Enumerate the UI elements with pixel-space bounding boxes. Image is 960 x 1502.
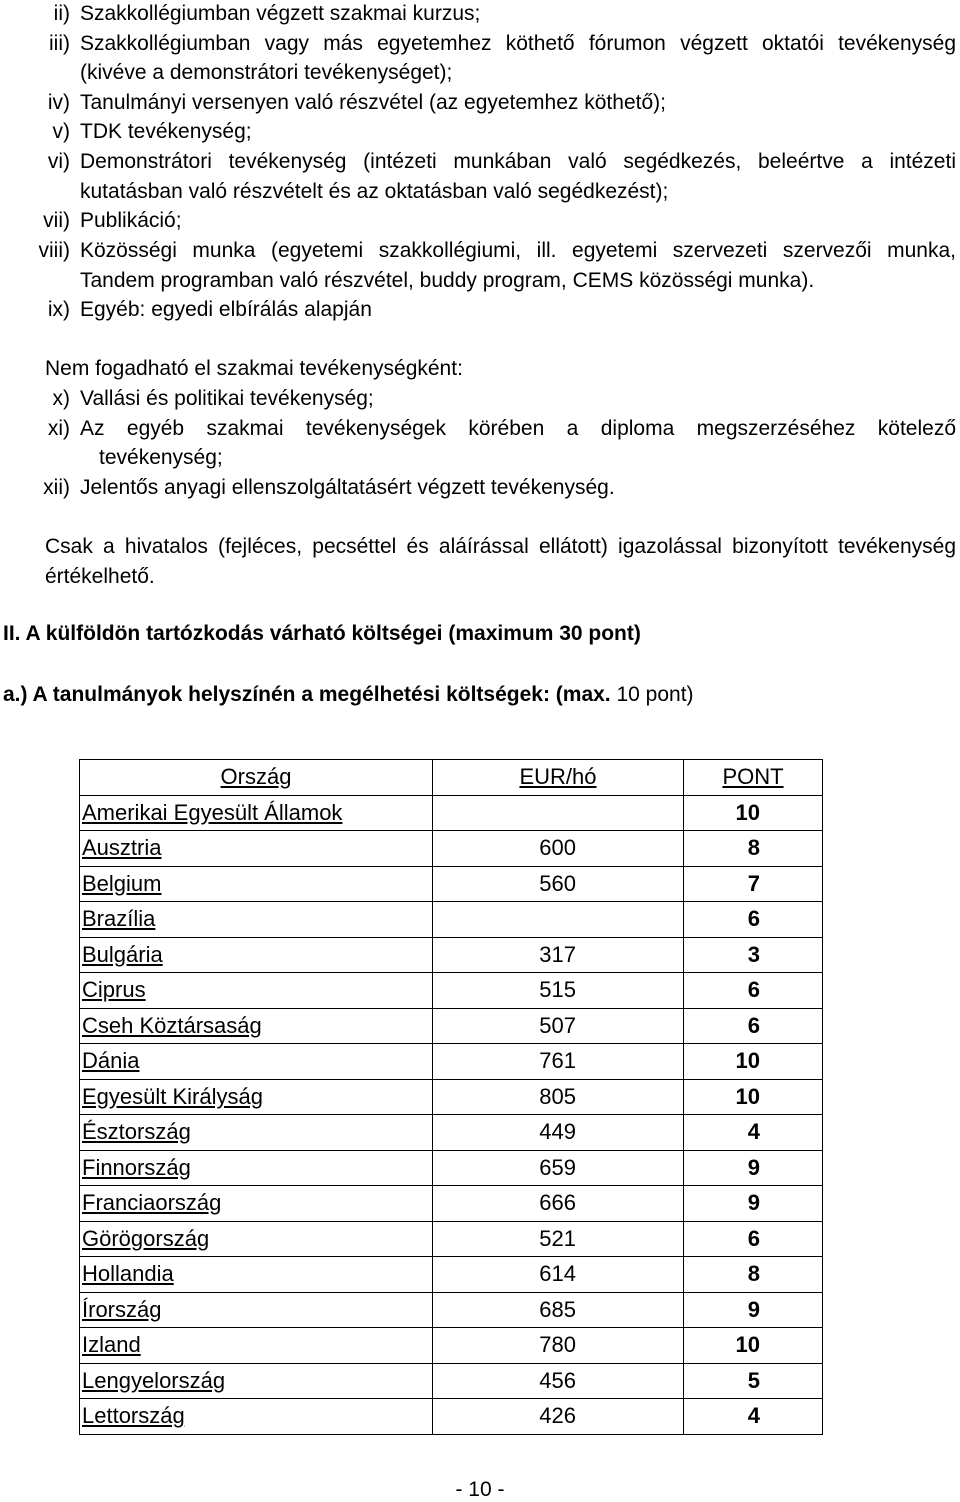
cell-points: 3 <box>684 937 823 973</box>
list-item-number: x) <box>52 387 70 410</box>
cell-country: Cseh Köztársaság <box>80 1008 433 1044</box>
table-header-row <box>80 760 823 796</box>
table-row <box>80 937 823 973</box>
list-item-text: Demonstrátori tevékenység (intézeti munkában való segédkezés, beleértve a intézeti <box>80 150 956 173</box>
cell-eur-per-month: 426 <box>433 1399 684 1435</box>
cell-points: 6 <box>684 902 823 938</box>
cell-country: Amerikai Egyesült Államok <box>80 795 433 831</box>
cell-points: 9 <box>684 1292 823 1328</box>
cell-points: 7 <box>684 866 823 902</box>
list-item-text: Publikáció; <box>80 209 182 232</box>
list-item-text: Egyéb: egyedi elbírálás alapján <box>80 298 372 321</box>
sub-heading-bold: a.) A tanulmányok helyszínén a megélhetési költségek: (max. <box>3 683 611 706</box>
table-row <box>80 831 823 867</box>
cell-points: 10 <box>684 1328 823 1364</box>
cell-eur-per-month: 780 <box>433 1328 684 1364</box>
cell-points: 6 <box>684 973 823 1009</box>
cell-eur-per-month: 507 <box>433 1008 684 1044</box>
cell-eur-per-month: 666 <box>433 1186 684 1222</box>
list-item-number: xii) <box>43 476 70 499</box>
cell-country: Franciaország <box>80 1186 433 1222</box>
cell-points: 8 <box>684 1257 823 1293</box>
cell-country: Hollandia <box>80 1257 433 1293</box>
table-row <box>80 902 823 938</box>
list-item-text: Tanulmányi versenyen való részvétel (az egyetemhez köthető); <box>80 91 666 114</box>
note-text-continuation: értékelhető. <box>45 565 155 588</box>
list-item-number: ii) <box>53 2 70 25</box>
column-header-country: Ország <box>80 760 433 796</box>
table-row <box>80 1257 823 1293</box>
cell-eur-per-month <box>433 795 684 831</box>
cell-eur-per-month: 449 <box>433 1115 684 1151</box>
cell-points: 4 <box>684 1115 823 1151</box>
cell-points: 10 <box>684 1044 823 1080</box>
cell-eur-per-month: 614 <box>433 1257 684 1293</box>
cell-country: Finnország <box>80 1150 433 1186</box>
table-row <box>80 1044 823 1080</box>
cell-points: 8 <box>684 831 823 867</box>
cell-country: Izland <box>80 1328 433 1364</box>
table-row <box>80 1399 823 1435</box>
cell-eur-per-month: 317 <box>433 937 684 973</box>
cell-points: 9 <box>684 1150 823 1186</box>
list-item-number: viii) <box>38 239 70 262</box>
list-item-number: v) <box>52 120 70 143</box>
table-row <box>80 1079 823 1115</box>
cell-country: Ciprus <box>80 973 433 1009</box>
list-item-number: iii) <box>49 32 70 55</box>
cell-country: Lengyelország <box>80 1363 433 1399</box>
cell-country: Görögország <box>80 1221 433 1257</box>
cell-points: 10 <box>684 1079 823 1115</box>
list-item-text: Tandem programban való részvétel, buddy program, CEMS közösségi munka). <box>80 269 815 292</box>
section-heading: II. A külföldön tartózkodás várható költségei (maximum 30 pont) <box>3 622 641 645</box>
list-item-number: xi) <box>47 417 70 440</box>
cell-country: Írország <box>80 1292 433 1328</box>
cell-points: 9 <box>684 1186 823 1222</box>
cost-table <box>79 759 823 1435</box>
page-number: - 10 - <box>455 1478 505 1501</box>
cell-eur-per-month: 560 <box>433 866 684 902</box>
list-item-text: Jelentős anyagi ellenszolgáltatásért végzett tevékenység. <box>80 476 615 499</box>
sub-heading <box>3 683 694 707</box>
table-row <box>80 795 823 831</box>
cell-points: 5 <box>684 1363 823 1399</box>
table-row <box>80 1186 823 1222</box>
cell-country: Egyesült Királyság <box>80 1079 433 1115</box>
cell-points: 10 <box>684 795 823 831</box>
cell-country: Belgium <box>80 866 433 902</box>
cell-country: Észtország <box>80 1115 433 1151</box>
table-row <box>80 1115 823 1151</box>
cell-points: 6 <box>684 1221 823 1257</box>
list-item-number: vi) <box>47 150 70 173</box>
list-item-text: Közösségi munka (egyetemi szakkollégiumi, ill. egyetemi szervezeti szervezői munka, <box>80 239 956 262</box>
table-row <box>80 973 823 1009</box>
cell-points: 4 <box>684 1399 823 1435</box>
table-row <box>80 1363 823 1399</box>
cell-country: Brazília <box>80 902 433 938</box>
list-item-text: Az egyéb szakmai tevékenységek körében a diploma megszerzéséhez kötelező <box>80 417 956 440</box>
table-row <box>80 1328 823 1364</box>
sub-heading-normal: 10 pont) <box>610 683 694 706</box>
list-item-text: TDK tevékenység; <box>80 120 252 143</box>
cell-eur-per-month: 685 <box>433 1292 684 1328</box>
table-row <box>80 1292 823 1328</box>
cell-country: Dánia <box>80 1044 433 1080</box>
cell-country: Bulgária <box>80 937 433 973</box>
cell-country: Ausztria <box>80 831 433 867</box>
cell-eur-per-month: 600 <box>433 831 684 867</box>
list-item-text: kutatásban való részvételt és az oktatásban való segédkezést); <box>80 180 669 203</box>
column-header-pont: PONT <box>684 760 823 796</box>
cell-eur-per-month: 521 <box>433 1221 684 1257</box>
list-item-text: (kivéve a demonstrátori tevékenységet); <box>80 61 453 84</box>
cell-eur-per-month: 515 <box>433 973 684 1009</box>
cell-eur-per-month: 761 <box>433 1044 684 1080</box>
list-item-number: iv) <box>47 91 70 114</box>
cell-points: 6 <box>684 1008 823 1044</box>
cell-country: Lettország <box>80 1399 433 1435</box>
cell-eur-per-month: 456 <box>433 1363 684 1399</box>
list-item-text: Vallási és politikai tevékenység; <box>80 387 374 410</box>
list-item-text: Szakkollégiumban vagy más egyetemhez köthető fórumon végzett oktatói tevékenység <box>80 32 956 55</box>
list-item-text: Szakkollégiumban végzett szakmai kurzus; <box>80 2 481 25</box>
table-row <box>80 1008 823 1044</box>
table-row <box>80 1150 823 1186</box>
list-item-text: tevékenység; <box>99 446 223 469</box>
note-text: Csak a hivatalos (fejléces, pecséttel és aláírással ellátott) igazolással bizonyított tevékenység <box>45 535 956 558</box>
column-header-eur: EUR/hó <box>433 760 684 796</box>
list-item-number: vii) <box>43 209 70 232</box>
cell-eur-per-month: 805 <box>433 1079 684 1115</box>
cell-eur-per-month: 659 <box>433 1150 684 1186</box>
list-item-number: ix) <box>47 298 70 321</box>
cell-eur-per-month <box>433 902 684 938</box>
table-row <box>80 866 823 902</box>
table-row <box>80 1221 823 1257</box>
not-accepted-heading: Nem fogadható el szakmai tevékenységként: <box>45 357 463 380</box>
